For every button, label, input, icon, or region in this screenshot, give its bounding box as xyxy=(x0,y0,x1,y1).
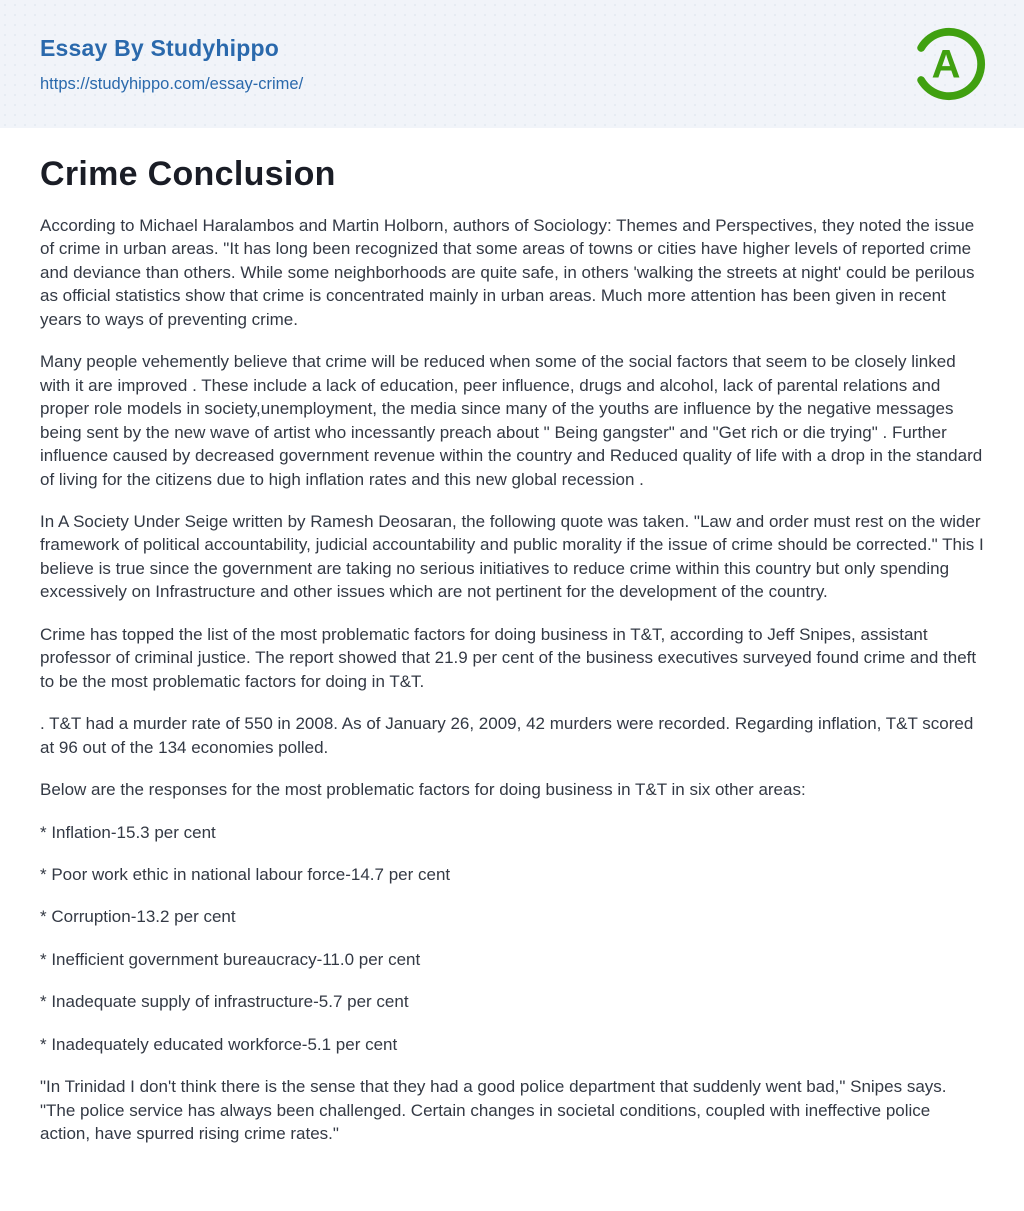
paragraph: * Inefficient government bureaucracy-11.0 per cent xyxy=(40,949,421,969)
page-title: Crime Conclusion xyxy=(40,155,336,193)
page-header xyxy=(0,0,1024,128)
paragraph: In A Society Under Seige written by Ramesh Deosaran, the following quote was taken. "Law and order must rest on the wider framework of political accountability, judicial accountability and public morality if the issue of crime should be corrected." This I believe is true since the government are taking no serious initiatives to reduce crime within this country but only spending excessively on Infrastructure and other issues which are not pertinent for the development of the country. xyxy=(40,511,984,602)
paragraph: * Inadequately educated workforce-5.1 per cent xyxy=(40,1034,398,1054)
studyhippo-logo xyxy=(910,25,988,103)
paragraph-list xyxy=(40,214,984,1146)
paragraph: * Inflation-15.3 per cent xyxy=(40,822,216,842)
essay-content xyxy=(0,155,1024,1146)
paragraph: * Inadequate supply of infrastructure-5.7 per cent xyxy=(40,992,409,1012)
paragraph: . T&T had a murder rate of 550 in 2008. As of January 26, 2009, 42 murders were recorded. Regarding inflation, T&T scored at 96 out of the 134 economies polled. xyxy=(40,714,974,757)
paragraph: "In Trinidad I don't think there is the sense that they had a good police department that suddenly went bad," Snipes says. "The police service has always been challenged. Certain changes in societal conditions, coupled with ineffective police action, have spurred rising crime rates." xyxy=(40,1077,947,1144)
paragraph: Below are the responses for the most problematic factors for doing business in T&T in six other areas: xyxy=(40,780,806,800)
logo-svg xyxy=(910,25,988,103)
header-text-block xyxy=(40,35,303,94)
logo-letter: A xyxy=(931,42,961,87)
essay-url-link[interactable]: https://studyhippo.com/essay-crime/ xyxy=(40,74,304,93)
paragraph: Crime has topped the list of the most problematic factors for doing business in T&T, according to Jeff Snipes, assistant professor of criminal justice. The report showed that 21.9 per cent of the business executives surveyed found crime and theft to be the most problematic factors for doing in T&T. xyxy=(40,624,977,691)
site-title: Essay By Studyhippo xyxy=(40,34,279,61)
paragraph: According to Michael Haralambos and Martin Holborn, authors of Sociology: Themes and Perspectives, they noted the issue of crime in urban areas. "It has long been recognized that some areas of towns or cities have higher levels of reported crime and deviance than others. While some neighborhoods are quite safe, in others 'walking the streets at night' could be perilous as official statistics show that crime is concentrated mainly in urban areas. Much more attention has been given in recent years to ways of preventing crime. xyxy=(40,216,975,329)
paragraph: * Poor work ethic in national labour force-14.7 per cent xyxy=(40,864,451,884)
paragraph: * Corruption-13.2 per cent xyxy=(40,907,236,927)
paragraph: Many people vehemently believe that crime will be reduced when some of the social factors that seem to be closely linked with it are improved . These include a lack of education, peer influence, drugs and alcohol, lack of parental relations and proper role models in society,unemployment, the media since many of the youths are influence by the negative messages being sent by the new wave of artist who incessantly preach about " Being gangster" and "Get rich or die trying" . Further influence caused by decreased government revenue within the country and Reduced quality of life with a drop in the standard of living for the citizens due to high inflation rates and this new global recession . xyxy=(40,352,983,489)
